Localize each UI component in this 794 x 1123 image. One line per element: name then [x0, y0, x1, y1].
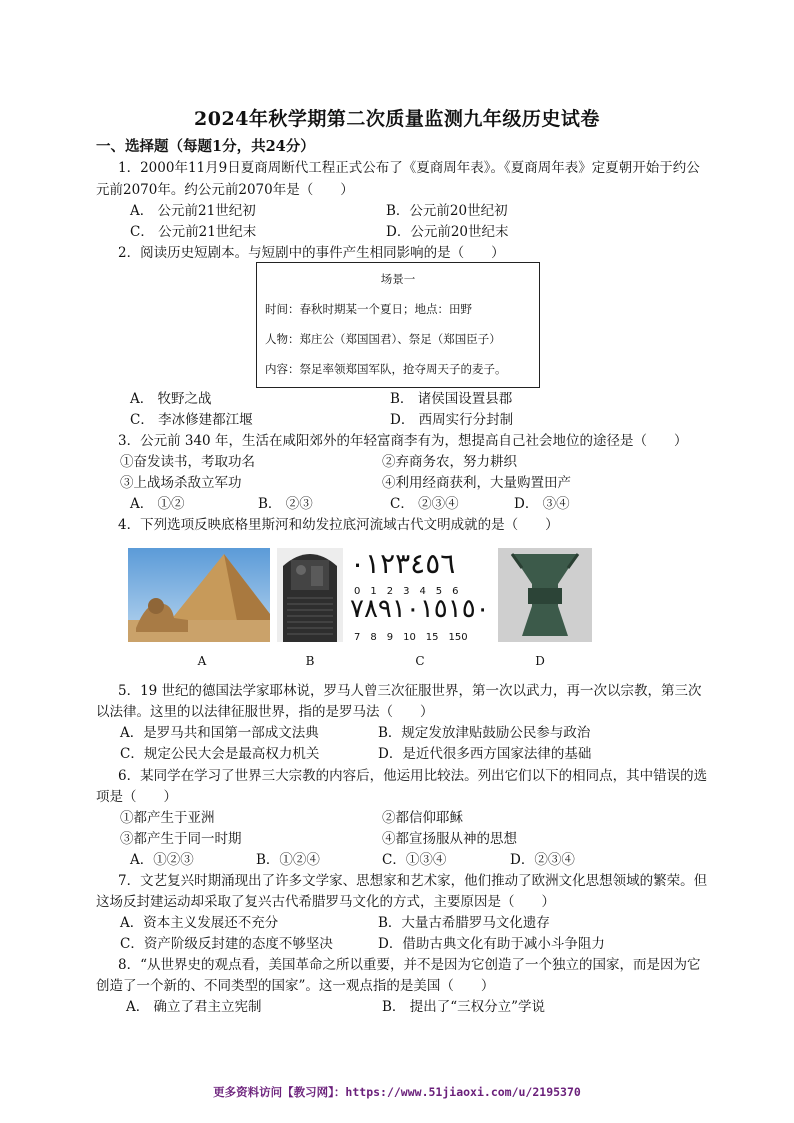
q7-stem-line2: 这场反封建运动却采取了复兴古代希腊罗马文化的方式，主要原因是（ ）: [96, 894, 555, 910]
script-heading: 场景一: [380, 272, 416, 286]
q6-choice-1: ①都产生于亚洲: [120, 810, 215, 826]
q1-option-c: C． 公元前21世纪末: [130, 224, 257, 240]
q3-option-c: C． ②③④: [390, 496, 459, 512]
q1-option-d: D．公元前20世纪末: [386, 224, 509, 240]
q4-stem: 4．下列选项反映底格里斯河和幼发拉底河流域古代文明成就的是（ ）: [118, 517, 559, 533]
stele-illustration: [277, 548, 343, 642]
q5-option-c: C．规定公民大会是最高权力机关: [120, 746, 320, 762]
q1-option-a: A． 公元前21世纪初: [130, 203, 256, 219]
q5-option-a: A．是罗马共和国第一部成文法典: [120, 725, 319, 741]
section-heading: 一、选择题（每题1分，共24分）: [96, 138, 315, 155]
q3-choice-3: ③上战场杀敌立军功: [120, 475, 242, 491]
q6-option-b: B．①②④: [256, 852, 320, 868]
q7-option-c: C．资产阶级反封建的态度不够坚决: [120, 936, 333, 952]
script-time: 时间：春秋时期某一个夏日；地点：田野: [265, 302, 472, 316]
q6-stem-line2: 项是（ ）: [96, 789, 177, 805]
script-people: 人物：郑庄公（郑国国君）、祭足（郑国臣子）: [265, 332, 501, 346]
q2-option-d: D． 西周实行分封制: [390, 412, 514, 428]
figure-c-numerals-image: [350, 548, 492, 642]
digits-top-row: 0 1 2 3 4 5 6: [354, 586, 459, 597]
q3-option-b: B． ②③: [258, 496, 313, 512]
figure-b-stele-image: [277, 548, 343, 642]
q5-option-d: D．是近代很多西方国家法律的基础: [378, 746, 592, 762]
q2-stem: 2．阅读历史短剧本。与短剧中的事件产生相同影响的是（ ）: [118, 245, 505, 261]
q2-script-box: [256, 262, 540, 388]
q2-option-a: A． 牧野之战: [130, 391, 212, 407]
q7-option-d: D．借助古典文化有助于减小斗争阻力: [378, 936, 605, 952]
q3-choice-4: ④利用经商获利，大量购置田产: [382, 475, 571, 491]
q2-option-c: C． 李冰修建都江堰: [130, 412, 253, 428]
q7-stem-line1: 7．文艺复兴时期涌现出了许多文学家、思想家和艺术家，他们推动了欧洲文化思想领域的繁荣。但: [118, 873, 708, 889]
footer-link[interactable]: 更多资料访问【教习网】：https://www.51jiaoxi.com/u/2195370: [213, 1085, 581, 1099]
figure-a-caption: A: [197, 654, 207, 668]
script-content: 内容：祭足率领郑国军队，抢夺周天子的麦子。: [265, 362, 507, 376]
q6-choice-3: ③都产生于同一时期: [120, 831, 242, 847]
q1-stem-line1: 1．2000年11月9日夏商周断代工程正式公布了《夏商周年表》。《夏商周年表》定夏朝开始于约公: [118, 160, 700, 176]
q7-option-b: B．大量古希腊罗马文化遗存: [378, 915, 550, 931]
q6-option-a: A．①②③: [130, 852, 194, 868]
q5-stem-line2: 以法律。这里的以法律征服世界，指的是罗马法（ ）: [96, 704, 434, 720]
bronze-vessel-illustration: [498, 548, 592, 642]
q7-option-a: A．资本主义发展还不充分: [120, 915, 279, 931]
figure-a-pyramid-image: [128, 548, 270, 642]
figure-d-caption: D: [535, 654, 545, 668]
q3-choice-2: ②弃商务农，努力耕织: [382, 454, 517, 470]
q6-stem-line1: 6．某同学在学习了世界三大宗教的内容后，他运用比较法。列出它们以下的相同点，其中错误的选: [118, 768, 708, 784]
q8-stem-line2: 创造了一个新的、不同类型的国家”。这一观点指的是美国（ ）: [96, 978, 495, 994]
figure-c-caption: C: [415, 654, 425, 668]
q8-option-a: A． 确立了君主立宪制: [126, 999, 262, 1015]
q3-choice-1: ①奋发读书，考取功名: [120, 454, 255, 470]
q3-option-d: D． ③④: [514, 496, 570, 512]
figure-d-bronze-vessel-image: [498, 548, 592, 642]
figure-b-caption: B: [305, 654, 315, 668]
q3-option-a: A． ①②: [130, 496, 185, 512]
q6-option-c: C．①③④: [382, 852, 447, 868]
q8-stem-line1: 8．“从世界史的观点看，美国革命之所以重要，并不是因为它创造了一个独立的国家，而是因为它: [118, 957, 701, 973]
pyramid-illustration: [128, 548, 270, 642]
page-title: 2024年秋学期第二次质量监测九年级历史试卷: [194, 108, 600, 130]
q2-option-b: B． 诸侯国设置县郡: [390, 391, 513, 407]
digits-bottom-row: 7 8 9 10 15 150: [354, 632, 468, 642]
q3-stem: 3．公元前 340 年，生活在咸阳郊外的年轻富商李有为，想提高自己社会地位的途径是（ ）: [118, 433, 688, 449]
q5-option-b: B．规定发放津贴鼓励公民参与政治: [378, 725, 591, 741]
numerals-top-row: ٠١٢٣٤٥٦: [350, 548, 456, 580]
q1-option-b: B．公元前20世纪初: [386, 203, 508, 219]
q6-choice-4: ④都宣扬服从神的思想: [382, 831, 517, 847]
numerals-bottom-row: ٧٨٩١٠١٥١٥٠: [350, 594, 490, 624]
q1-stem-line2: 元前2070年。约公元前2070年是（ ）: [96, 182, 354, 198]
q5-stem-line1: 5．19 世纪的德国法学家耶林说，罗马人曾三次征服世界，第一次以武力，再一次以宗教，第三次: [118, 683, 702, 699]
q8-option-b: B． 提出了“三权分立”学说: [382, 999, 546, 1015]
q6-choice-2: ②都信仰耶稣: [382, 810, 463, 826]
q6-option-d: D．②③④: [510, 852, 575, 868]
